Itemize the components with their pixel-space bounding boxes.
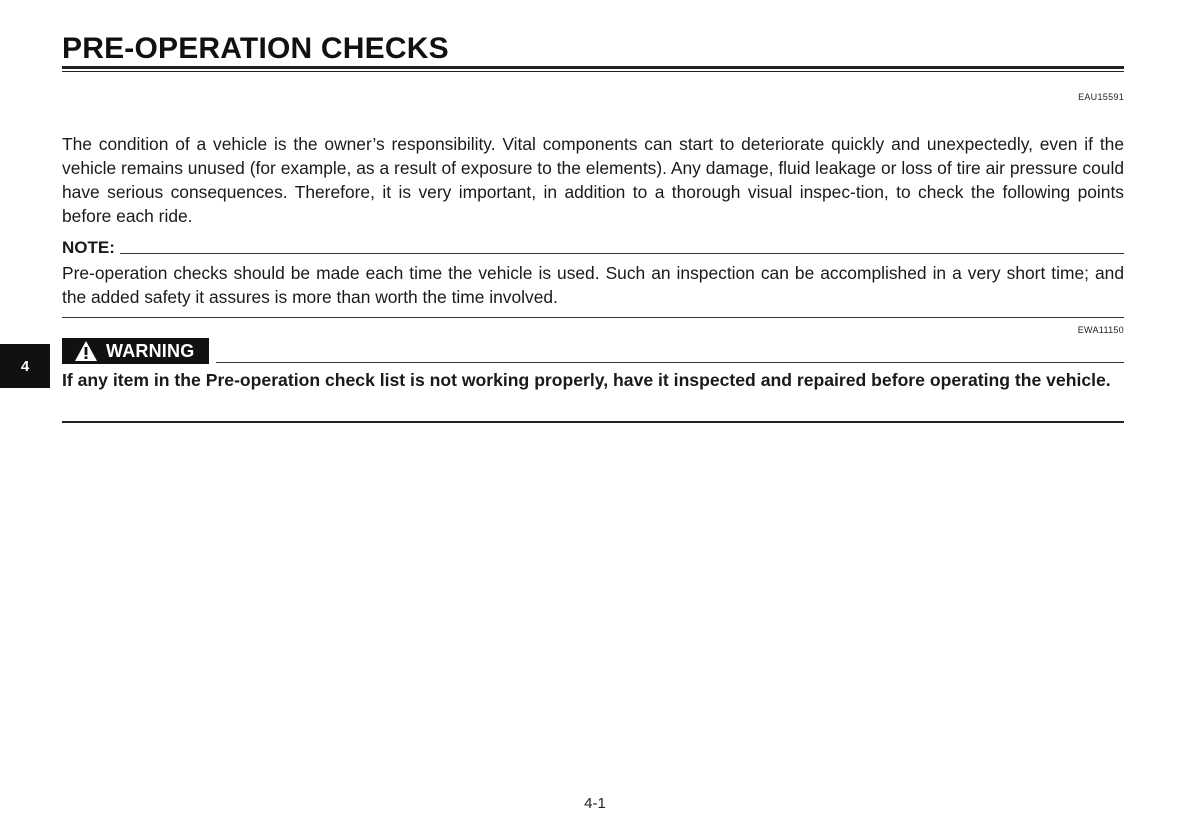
section-ref-code: EAU15591 xyxy=(1078,92,1124,102)
chapter-tab xyxy=(0,344,50,388)
note-heading xyxy=(62,236,1124,258)
title-divider-thin xyxy=(62,71,1124,72)
note-divider xyxy=(120,253,1124,254)
warning-triangle-icon xyxy=(74,340,98,362)
note-text: Pre-operation checks should be made each time the vehicle is used. Such an inspection can be accomplished in a very short time; and the added safety it assures is more than worth the time involved. xyxy=(62,263,1124,307)
title-divider-thick xyxy=(62,66,1124,69)
page-number: 4-1 xyxy=(584,795,606,812)
warning-bottom-divider xyxy=(62,421,1124,423)
warning-label: WARNING xyxy=(106,340,195,361)
warning-badge xyxy=(62,338,209,364)
warning-divider xyxy=(216,362,1124,363)
warning-text: If any item in the Pre-operation check list is not working properly, have it inspected and repaired before operating the vehicle. xyxy=(62,370,1111,390)
page-title: PRE-OPERATION CHECKS xyxy=(62,32,449,65)
note-bottom-divider xyxy=(62,317,1124,318)
intro-paragraph: The condition of a vehicle is the owner’s responsibility. Vital components can start to deteriorate quickly and unexpectedly, even if the vehicle remains unused (for example, as a result of exposure to the elements). Any damage, fluid leakage or loss of tire air pressure could have serious consequences. Therefore, it is very important, in addition to a thorough visual inspec-tion, to check the following points before each ride. xyxy=(62,134,1124,226)
note-label: NOTE: xyxy=(62,238,115,257)
chapter-number: 4 xyxy=(20,357,30,375)
warning-ref-code: EWA11150 xyxy=(1077,325,1124,335)
